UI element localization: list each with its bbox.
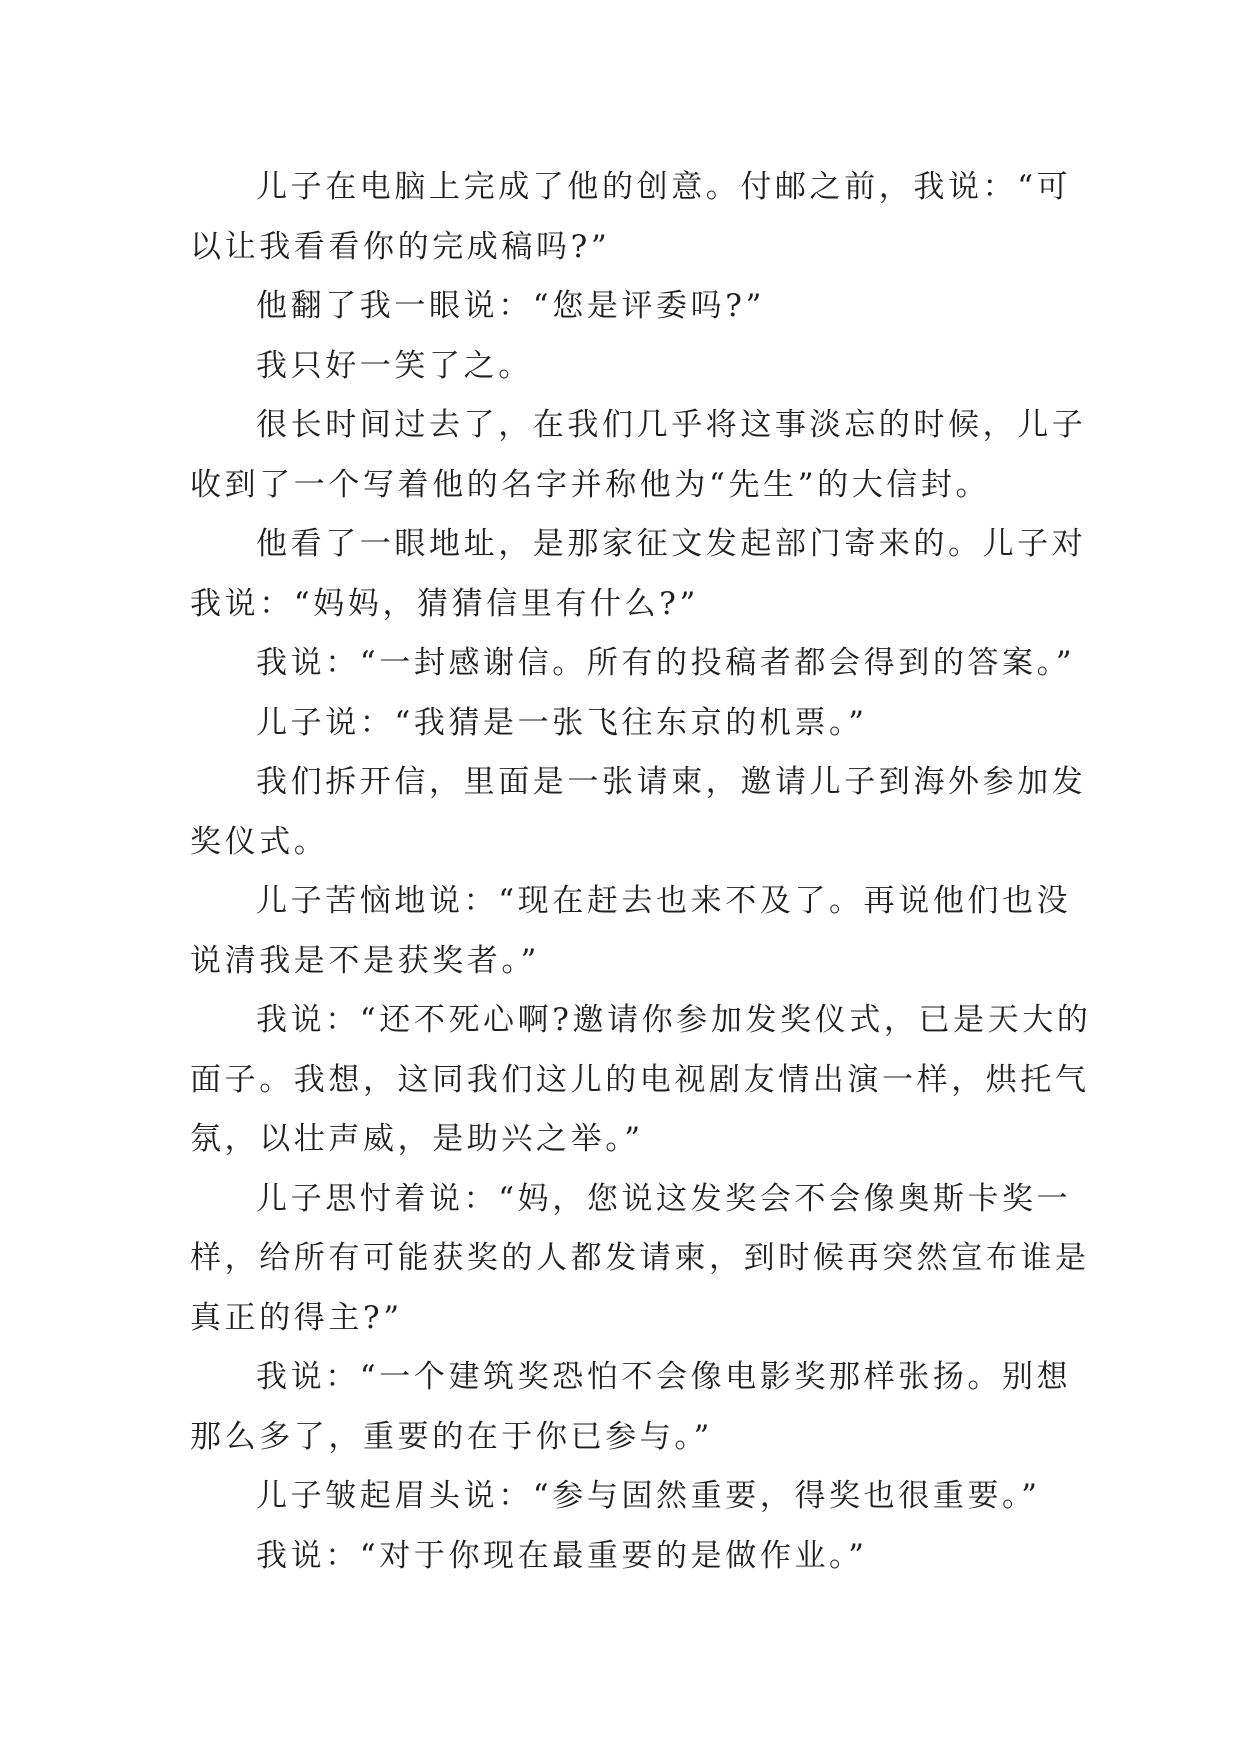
- paragraph: [190, 1527, 1050, 1587]
- text-line: 奖仪式。: [190, 823, 329, 860]
- text-line: 儿子在电脑上完成了他的创意。付邮之前，我说：“可: [256, 169, 1072, 205]
- paragraph: [190, 991, 1092, 1170]
- paragraph: [190, 753, 1087, 872]
- text-line: 儿子皱起眉头说：“参与固然重要，得奖也很重要。”: [256, 1478, 1041, 1514]
- document-body: [190, 158, 1092, 1586]
- paragraph: [190, 1348, 1072, 1467]
- text-line: 收到了一个写着他的名字并称他为“先生”的大信封。: [190, 466, 991, 503]
- paragraph: [190, 872, 1072, 991]
- text-line: 我说：“还不死心啊?邀请你参加发奖仪式，已是天大的: [256, 1002, 1092, 1038]
- text-line: 以让我看看你的完成稿吗?”: [190, 228, 611, 265]
- text-line: 他看了一眼地址，是那家征文发起部门寄来的。儿子对: [256, 526, 1087, 562]
- paragraph: [190, 515, 1087, 634]
- text-line: 儿子思忖着说：“妈，您说这发奖会不会像奥斯卡奖一: [256, 1180, 1072, 1217]
- paragraph: [190, 337, 1050, 397]
- paragraph: [190, 396, 1087, 515]
- text-line: 我说：“一封感谢信。所有的投稿者都会得到的答案。”: [256, 645, 1076, 681]
- paragraph: [190, 694, 1050, 754]
- text-line: 真正的得主?”: [190, 1299, 403, 1336]
- text-line: 说清我是不是获奖者。”: [190, 942, 540, 979]
- text-line: 很长时间过去了，在我们几乎将这事淡忘的时候，儿子: [256, 407, 1087, 443]
- text-line: 我说：“妈妈，猜猜信里有什么?”: [190, 585, 699, 622]
- text-line: 儿子苦恼地说：“现在赶去也来不及了。再说他们也没: [256, 883, 1072, 919]
- text-line: 我说：“一个建筑奖恐怕不会像电影奖那样张扬。别想: [256, 1359, 1072, 1395]
- paragraph: [190, 634, 1076, 694]
- paragraph: [190, 1170, 1090, 1349]
- text-line: 我们拆开信，里面是一张请柬，邀请儿子到海外参加发: [256, 764, 1087, 800]
- text-line: 我说：“对于你现在最重要的是做作业。”: [256, 1537, 868, 1574]
- text-line: 我只好一笑了之。: [256, 347, 533, 384]
- text-line: 儿子说：“我猜是一张飞往东京的机票。”: [256, 704, 868, 741]
- text-line: 氛，以壮声威，是助兴之举。”: [190, 1121, 644, 1157]
- paragraph: [190, 277, 1050, 337]
- text-line: 面子。我想，这同我们这儿的电视剧友情出演一样，烘托气: [190, 1061, 1090, 1098]
- text-line: 他翻了我一眼说：“您是评委吗?”: [256, 288, 765, 324]
- paragraph: [190, 158, 1072, 277]
- text-line: 那么多了，重要的在于你已参与。”: [190, 1418, 713, 1455]
- paragraph: [190, 1467, 1050, 1527]
- text-line: 样，给所有可能获奖的人都发请柬，到时候再突然宣布谁是: [190, 1240, 1090, 1276]
